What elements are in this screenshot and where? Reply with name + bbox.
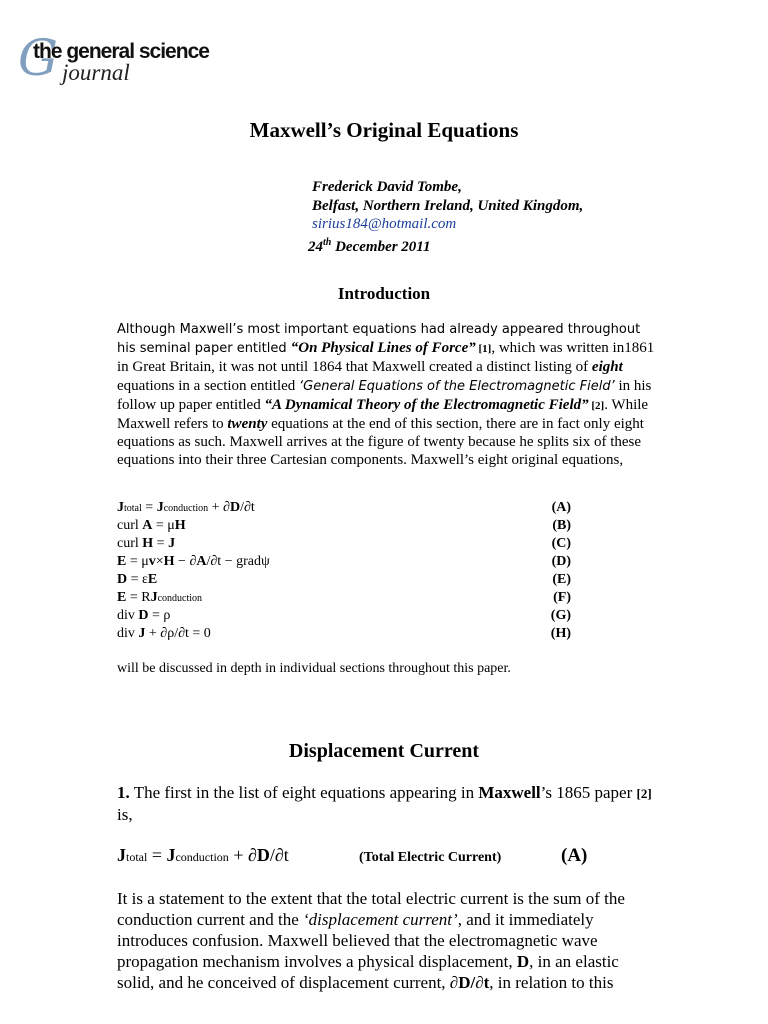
equation-label: (H) [550,626,571,641]
introduction-heading: Introduction [337,284,431,303]
introduction-paragraph: Although Maxwell’s most important equations had already appeared throughout his seminal paper entitled “On Physical Lines of Force” [1], which was written in1861 in Great Britain, it was not until 1864 that Maxwell created a distinct listing of eight equations in a section entitled ‘General Equations of the Electromagnetic Field’ in his follow up paper entitled “A Dynamical Theory of the Electromagnetic Field” [2]. While Maxwell refers to twenty equations at the end of this section, there are in fact only eight equations as such. Maxwell arrives at the figure of twenty because he splits six of these equations into their three Cartesian components. Maxwell’s eight original equations, [117,322,655,469]
author-name: Frederick David Tombe, [312,179,462,195]
equation-label: (A) [551,500,571,515]
after-equations-text: will be discussed in depth in individual sections throughout this paper. [117,661,511,676]
section-1-paragraph: It is a statement to the extent that the total electric current is the sum of the conduction current and the ‘displacement current’, and it immediately introduces confusion. Maxwell believed that the electromagnetic wave propagation mechanism involves a physical displacement, D, in an elastic solid, and he conceived of displacement current, ∂D/∂t, in relation to this [117,889,625,992]
equation-e: D = εE (E) [117,572,571,587]
equation-b: curl A = μH (B) [117,518,571,533]
equation-label: (C) [551,536,571,551]
equation-f: E = RJconduction (F) [117,590,571,605]
equation-label: (D) [551,554,571,569]
logo-line-2: journal [62,60,130,85]
author-location: Belfast, Northern Ireland, United Kingdom, [312,197,584,214]
author-block [308,178,584,256]
equation-label: (E) [552,572,571,587]
equation-name: (Total Electric Current) [359,850,502,865]
author-email-link[interactable]: sirius184@hotmail.com [312,216,457,232]
equation-label: (G) [550,608,571,623]
equation-display-label: (A) [561,845,588,866]
equation-g: div D = ρ (G) [117,608,571,623]
page-title: Maxwell’s Original Equations [249,118,519,142]
equation-a: Jtotal = Jconduction + ∂D/∂t (A) [117,500,571,515]
equation-h: div J + ∂ρ/∂t = 0 (H) [117,626,571,641]
journal-logo [18,29,218,92]
section-1-intro: 1. The first in the list of eight equations appearing in Maxwell’s 1865 paper [2] is, [117,783,652,824]
publication-date: 24th December 2011 [308,236,431,255]
displacement-current-heading: Displacement Current [288,740,480,762]
equation-d: E = μv×H − ∂A/∂t − gradψ (D) [117,554,571,569]
logo-mark: G [18,29,58,87]
logo-line-1: the general science [33,40,209,63]
equation-label: (F) [553,590,571,605]
equation-a-display: Jtotal = Jconduction + ∂D/∂t (Total Electric Current) (A) [117,845,588,866]
equation-c: curl H = J (C) [117,536,571,551]
equation-list [117,499,577,643]
equation-label: (B) [552,518,571,533]
